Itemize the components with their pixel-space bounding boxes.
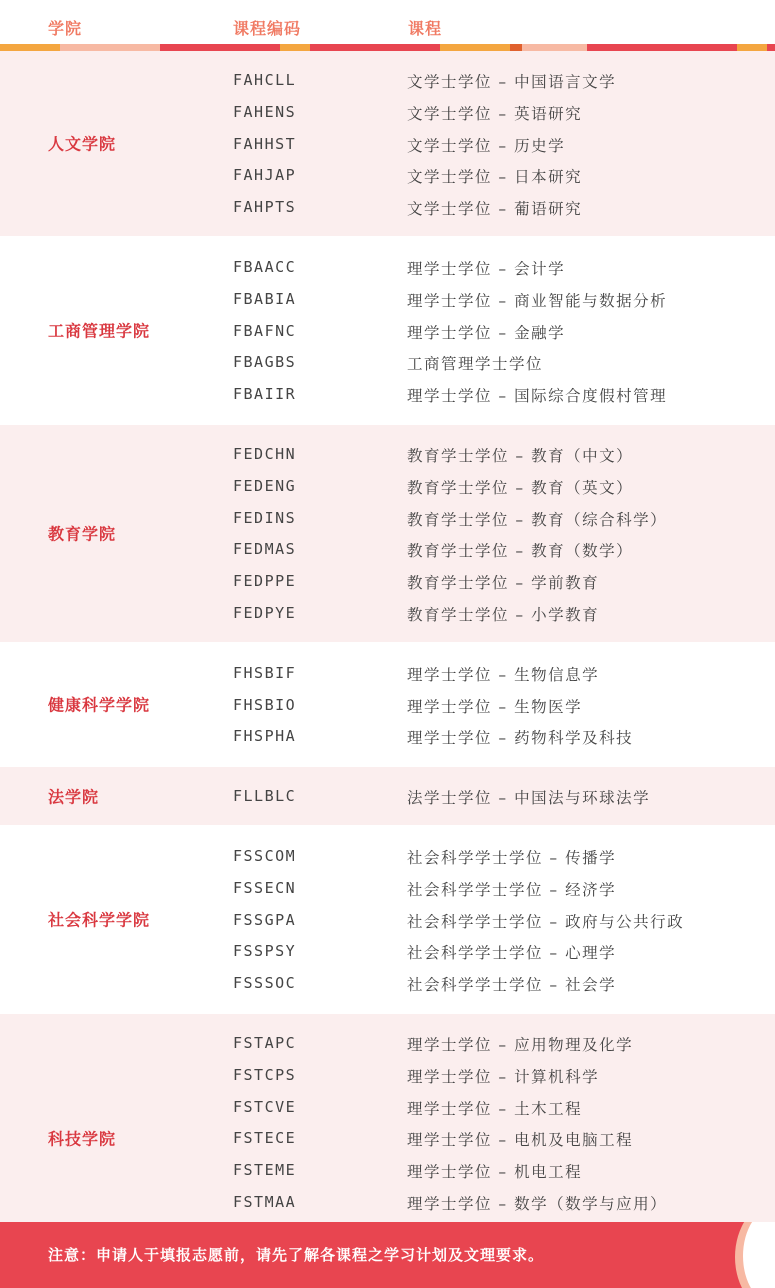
table-row (0, 97, 775, 129)
course-code: FEDENG (233, 476, 297, 495)
course-name: 文学士学位 – 中国语言文学 (407, 73, 617, 91)
table-row (0, 471, 775, 503)
table-row (0, 1060, 775, 1092)
course-name: 理学士学位 – 数学（数学与应用） (407, 1194, 668, 1213)
course-code: FEDPPE (233, 572, 297, 591)
course-name: 工商管理学士学位 (407, 355, 544, 374)
table-row (0, 905, 775, 937)
course-code: FEDCHN (233, 444, 297, 463)
course-code: FHSBIF (233, 663, 297, 682)
table-row (0, 192, 775, 224)
course-code: FAHENS (233, 102, 297, 121)
course-code: FEDINS (233, 508, 297, 527)
course-code: FSTMAA (233, 1192, 297, 1211)
decorative-shape-inner (743, 1222, 775, 1288)
table-row (0, 873, 775, 905)
course-code: FBAGBS (233, 353, 297, 372)
table-row (0, 658, 775, 690)
course-code: FBAACC (233, 257, 297, 276)
table-row (0, 1123, 775, 1155)
table-row (0, 284, 775, 316)
course-name: 理学士学位 – 计算机科学 (407, 1067, 600, 1086)
header-divider-bar (0, 44, 775, 51)
course-code: FAHJAP (233, 166, 297, 185)
table-row (0, 160, 775, 192)
course-name: 教育学士学位 – 教育（数学） (407, 542, 634, 561)
table-row (0, 439, 775, 471)
table-row (0, 936, 775, 968)
course-name: 社会科学学士学位 – 经济学 (407, 880, 617, 899)
faculty-name: 工商管理学院 (48, 321, 151, 341)
course-name: 教育学士学位 – 教育（中文） (407, 446, 634, 465)
table-row (0, 1187, 775, 1219)
course-name: 法学士学位 – 中国法与环球法学 (407, 789, 651, 808)
footer-note: 注意：申请人于填报志愿前，请先了解各课程之学习计划及文理要求。 (48, 1246, 545, 1264)
course-code: FSTEME (233, 1161, 297, 1180)
course-name: 文学士学位 – 历史学 (407, 136, 566, 155)
table-row (0, 503, 775, 535)
table-row (0, 1028, 775, 1060)
table-row (0, 721, 775, 753)
table-row (0, 781, 775, 813)
table-row (0, 65, 775, 97)
table-row (0, 566, 775, 598)
course-name: 理学士学位 – 机电工程 (407, 1163, 583, 1182)
course-name: 理学士学位 – 生物信息学 (407, 665, 600, 684)
course-code: FHSBIO (233, 695, 297, 714)
faculty-section (0, 425, 775, 644)
table-row (0, 379, 775, 411)
course-code: FBAIIR (233, 385, 297, 404)
course-code: FEDPYE (233, 603, 297, 622)
course-code: FEDMAS (233, 540, 297, 559)
course-name: 理学士学位 – 电机及电脑工程 (407, 1131, 634, 1150)
course-code: FSTECE (233, 1129, 297, 1148)
table-row (0, 690, 775, 722)
faculty-name: 社会科学学院 (48, 910, 151, 930)
course-name: 教育学士学位 – 教育（综合科学） (407, 510, 668, 529)
faculty-section (0, 767, 775, 827)
course-code: FBABIA (233, 289, 297, 308)
faculty-name: 法学院 (48, 787, 100, 807)
faculty-column-header: 学院 (48, 19, 83, 38)
faculty-section (0, 238, 775, 425)
course-name: 社会科学学士学位 – 政府与公共行政 (407, 912, 685, 931)
course-name: 理学士学位 – 应用物理及化学 (407, 1035, 634, 1054)
faculty-name: 科技学院 (48, 1129, 117, 1149)
course-name: 理学士学位 – 生物医学 (407, 697, 583, 716)
table-row (0, 129, 775, 161)
faculty-section (0, 644, 775, 767)
course-code: FLLBLC (233, 787, 297, 806)
course-code: FSSCOM (233, 846, 297, 865)
course-code: FAHCLL (233, 71, 297, 89)
course-name: 理学士学位 – 商业智能与数据分析 (407, 291, 668, 310)
course-name: 教育学士学位 – 学前教育 (407, 574, 600, 593)
course-code: FSTCPS (233, 1065, 297, 1084)
faculty-section (0, 51, 775, 238)
table-row (0, 347, 775, 379)
course-code: FSSPSY (233, 942, 297, 961)
course-name: 文学士学位 – 葡语研究 (407, 200, 583, 219)
course-name: 文学士学位 – 日本研究 (407, 168, 583, 187)
course-code: FBAFNC (233, 321, 297, 340)
course-name: 理学士学位 – 药物科学及科技 (407, 729, 634, 748)
course-code: FSSSOC (233, 974, 297, 993)
table-row (0, 968, 775, 1000)
table-row (0, 252, 775, 284)
faculty-name: 健康科学学院 (48, 695, 151, 715)
table-row (0, 1155, 775, 1187)
course-name: 理学士学位 – 会计学 (407, 259, 566, 278)
course-code: FSTCVE (233, 1097, 297, 1116)
course-table (0, 51, 775, 1265)
course-name: 社会科学学士学位 – 传播学 (407, 848, 617, 867)
course-column-header: 课程 (408, 19, 443, 38)
course-code: FSSECN (233, 878, 297, 897)
course-name: 文学士学位 – 英语研究 (407, 104, 583, 123)
course-name: 社会科学学士学位 – 心理学 (407, 944, 617, 963)
table-row (0, 841, 775, 873)
faculty-section (0, 827, 775, 1014)
table-row (0, 534, 775, 566)
faculty-name: 教育学院 (48, 524, 117, 544)
footer-banner (0, 1222, 775, 1288)
table-header (0, 0, 775, 44)
course-name: 社会科学学士学位 – 社会学 (407, 976, 617, 995)
course-code: FSSGPA (233, 910, 297, 929)
course-name: 教育学士学位 – 小学教育 (407, 605, 600, 624)
course-code: FAHHST (233, 134, 297, 153)
table-row (0, 598, 775, 630)
table-row (0, 1092, 775, 1124)
course-name: 理学士学位 – 土木工程 (407, 1099, 583, 1118)
course-name: 理学士学位 – 国际综合度假村管理 (407, 387, 668, 406)
table-row (0, 316, 775, 348)
faculty-name: 人文学院 (48, 134, 117, 154)
course-code: FHSPHA (233, 727, 297, 746)
code-column-header: 课程编码 (233, 19, 302, 38)
course-code: FSTAPC (233, 1033, 297, 1052)
course-name: 教育学士学位 – 教育（英文） (407, 478, 634, 497)
course-name: 理学士学位 – 金融学 (407, 323, 566, 342)
course-code: FAHPTS (233, 198, 297, 217)
